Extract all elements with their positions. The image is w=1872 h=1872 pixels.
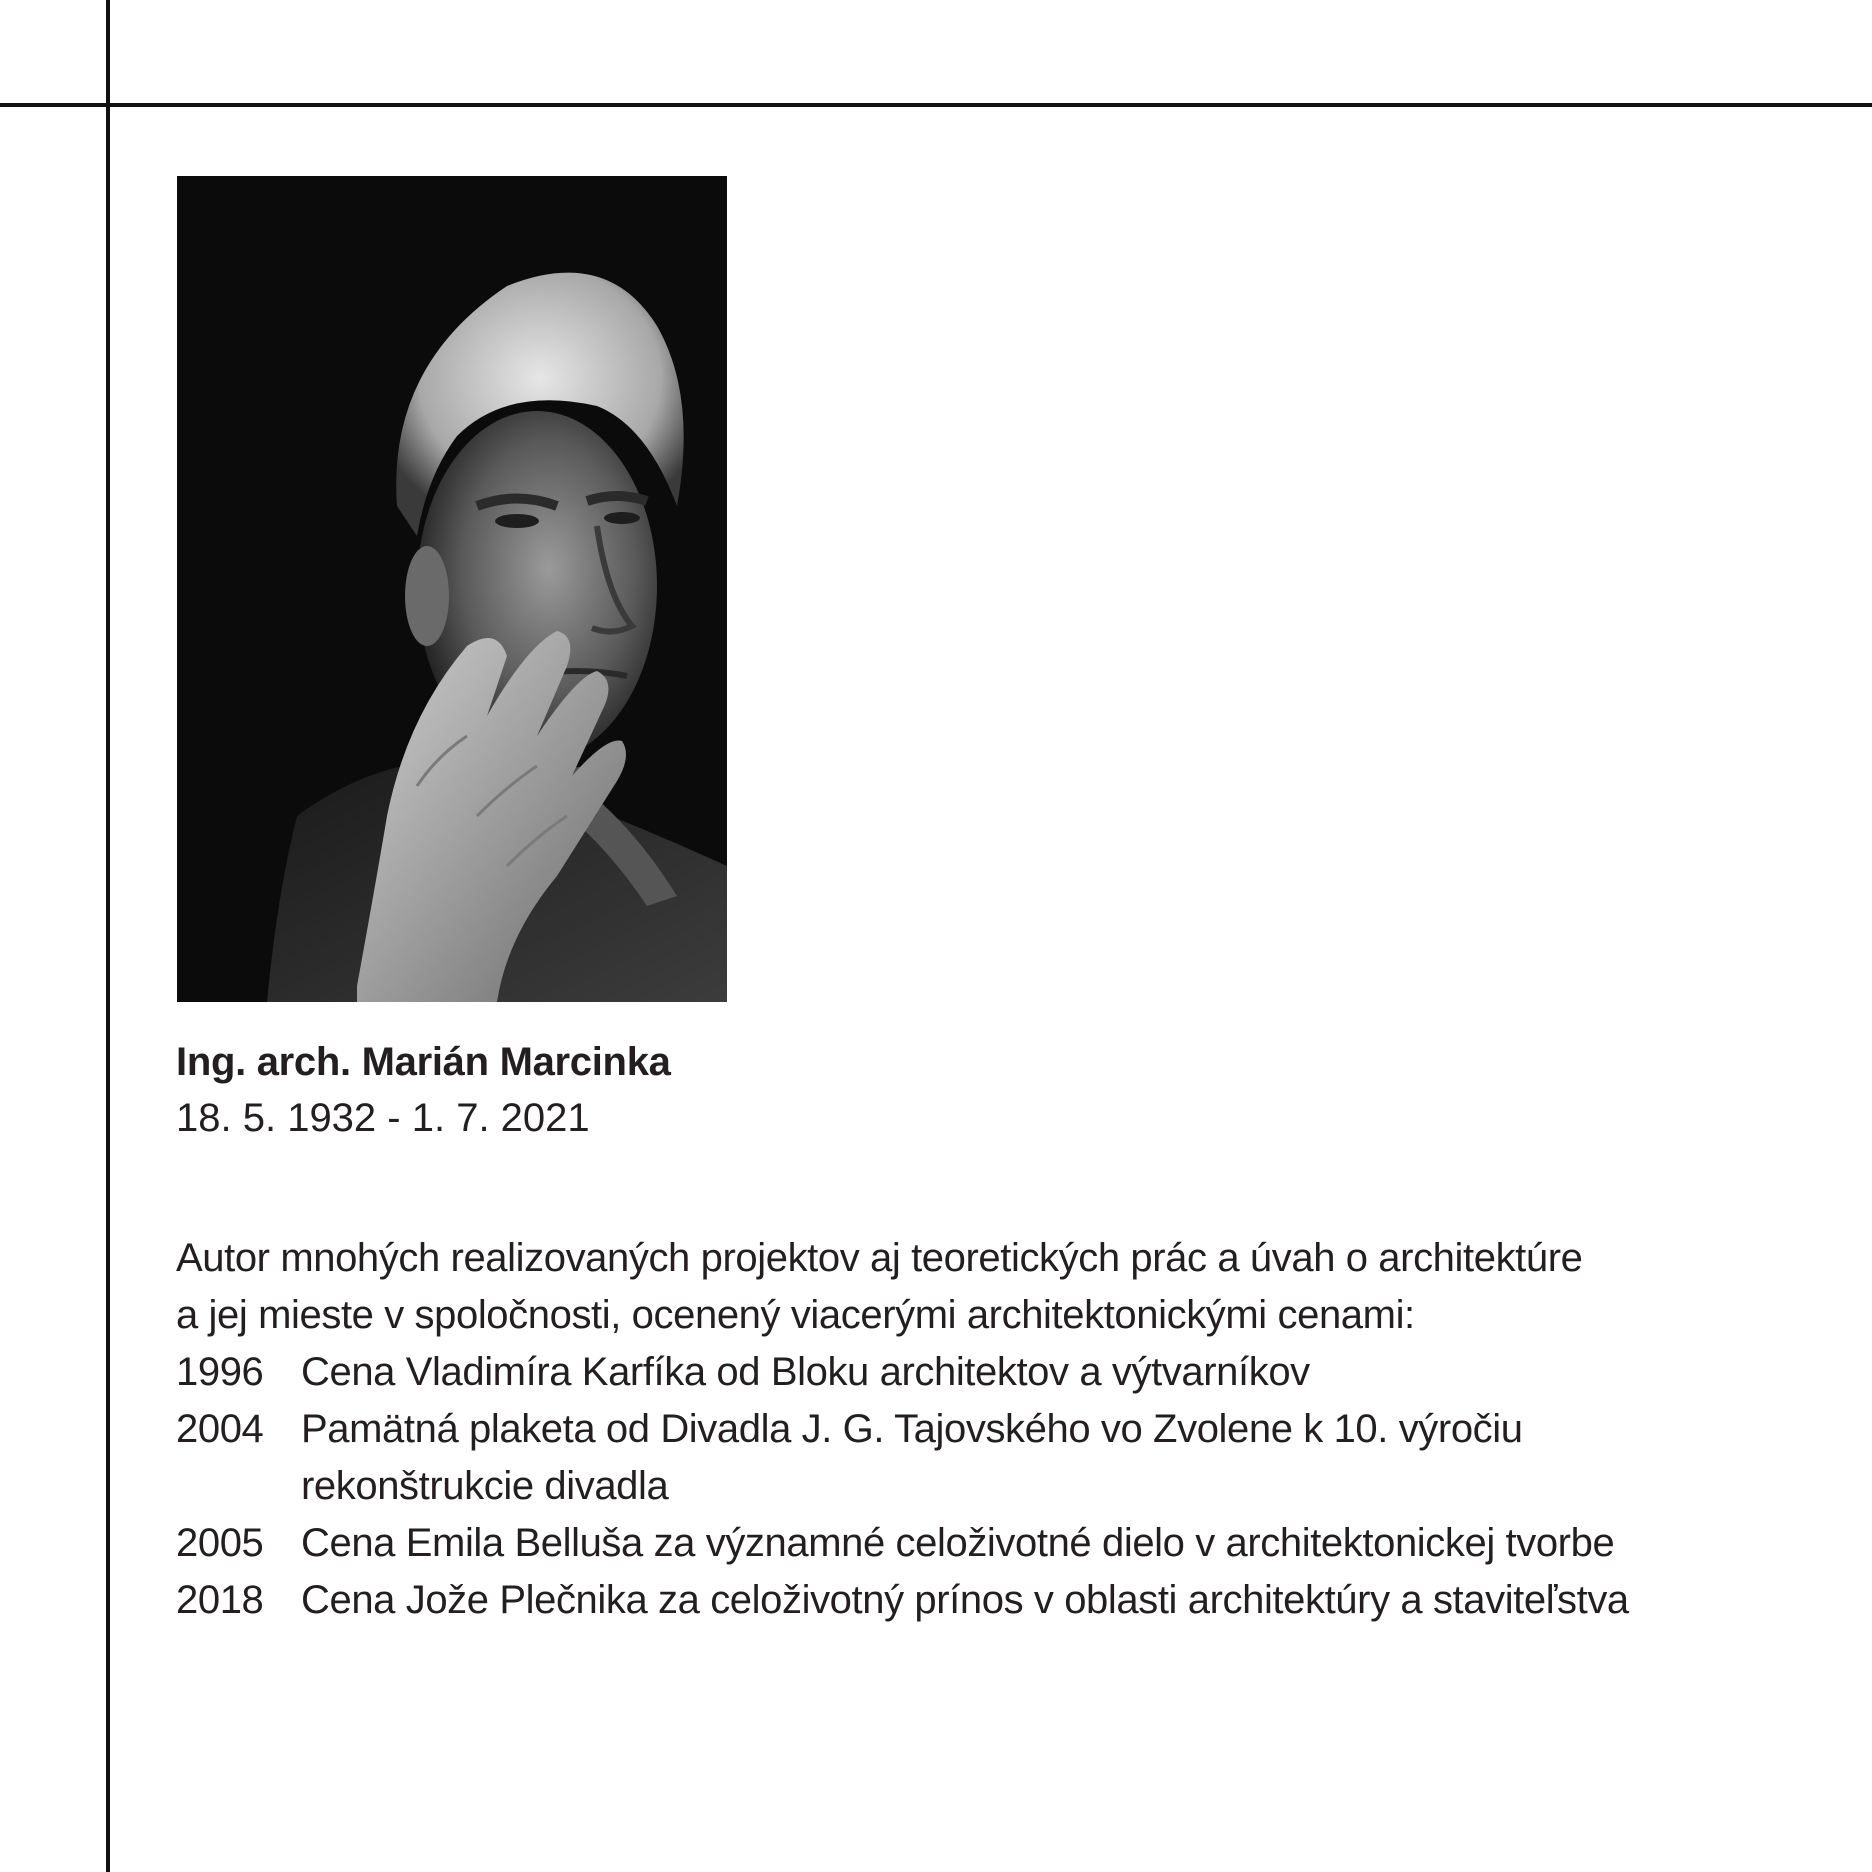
bio-intro-line-2: a jej mieste v spoločnosti, ocenený viacerými architektonickými cenami:: [176, 1293, 1415, 1337]
award-item: [176, 1344, 1776, 1401]
award-item: [176, 1572, 1776, 1629]
award-item: [176, 1401, 1776, 1458]
portrait-photo: [177, 176, 727, 1002]
award-item-continuation: [176, 1458, 1776, 1515]
award-year: 1996: [176, 1350, 264, 1394]
award-text: Cena Jože Plečnika za celoživotný prínos v oblasti architektúry a staviteľstva: [301, 1578, 1629, 1622]
award-year: 2005: [176, 1521, 264, 1565]
award-text: Cena Vladimíra Karfíka od Bloku architektov a výtvarníkov: [301, 1350, 1310, 1394]
vertical-rule: [106, 0, 110, 1872]
biography: [176, 1230, 1776, 1629]
award-year-spacer: [176, 1458, 301, 1515]
award-text-continuation: rekonštrukcie divadla: [301, 1464, 669, 1508]
person-dates: 18. 5. 1932 - 1. 7. 2021: [176, 1096, 590, 1140]
person-name: Ing. arch. Marián Marcinka: [176, 1040, 671, 1084]
award-item: [176, 1515, 1776, 1572]
portrait-illustration: [177, 176, 727, 1002]
horizontal-rule: [0, 103, 1872, 107]
award-text: Pamätná plaketa od Divadla J. G. Tajovského vo Zvolene k 10. výročiu: [301, 1407, 1523, 1451]
award-year: 2018: [176, 1578, 264, 1622]
bio-intro-line-1: Autor mnohých realizovaných projektov aj teoretických prác a úvah o architektúre: [176, 1236, 1583, 1280]
award-year: 2004: [176, 1407, 264, 1451]
award-text: Cena Emila Belluša za významné celoživotné dielo v architektonickej tvorbe: [301, 1521, 1615, 1565]
